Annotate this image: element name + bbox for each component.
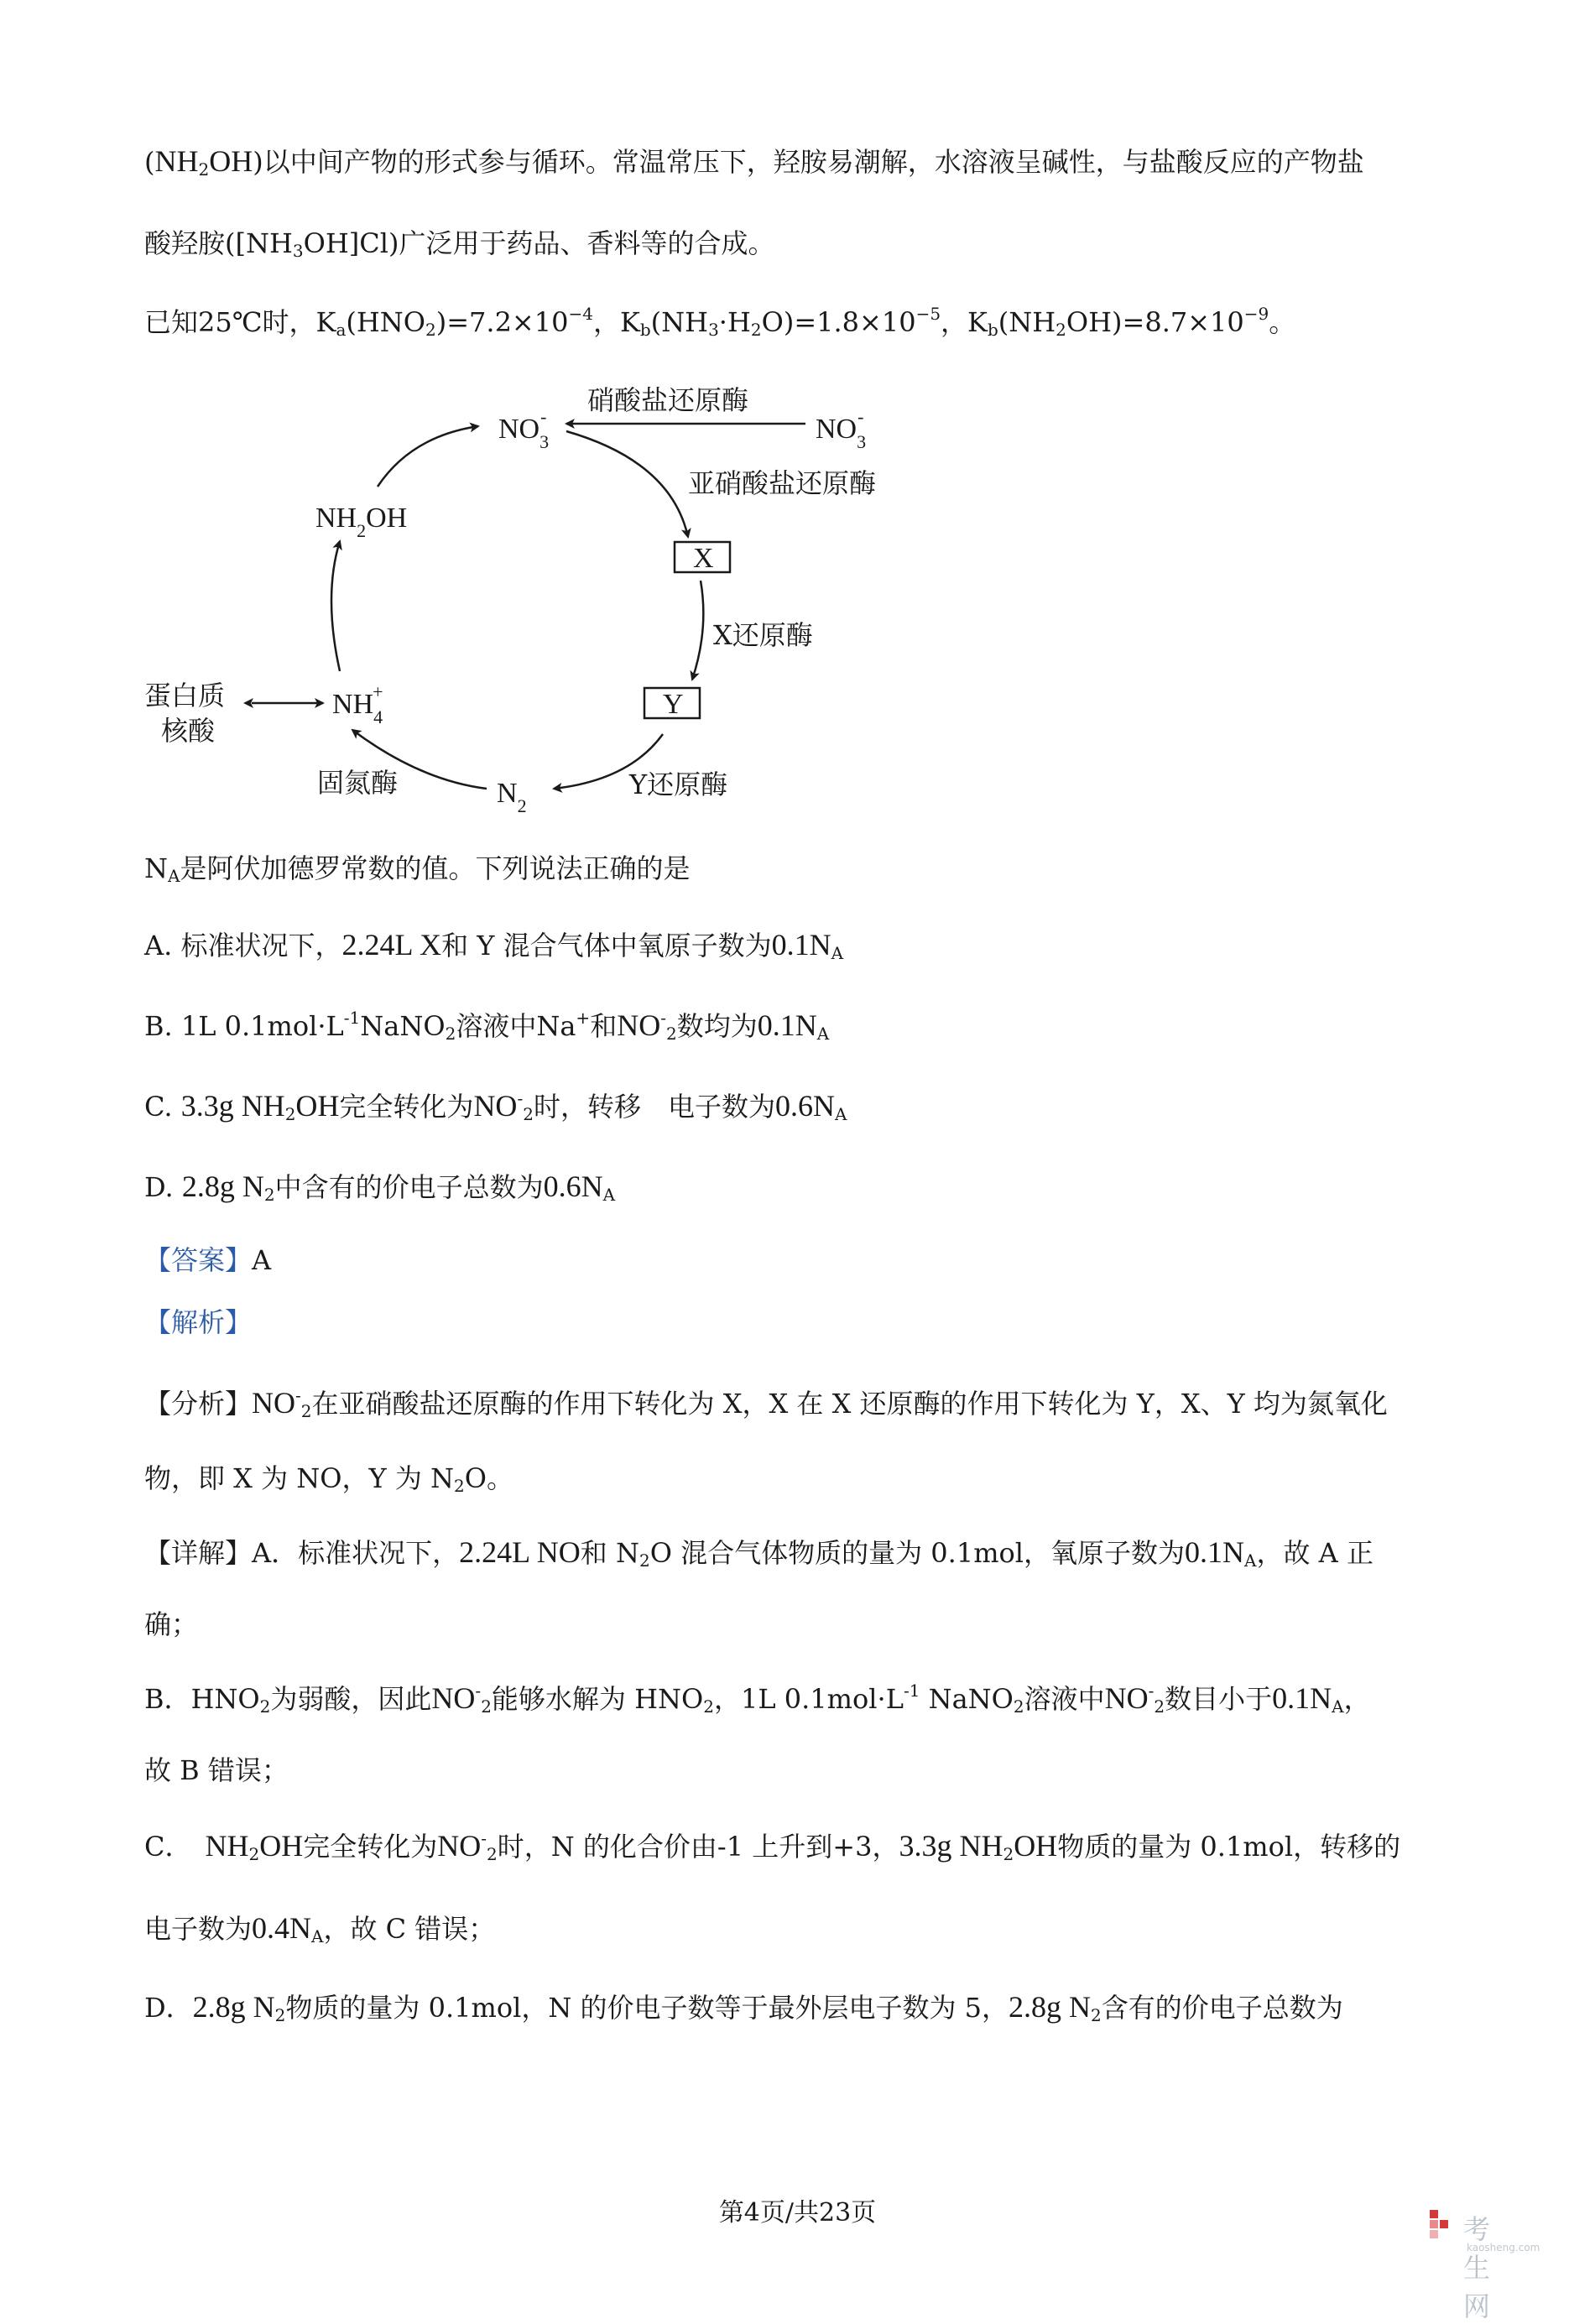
analysis-line-2: 物，即 X 为 NO，Y 为 $N_2O$。 [144,1462,513,1496]
detail-a-line-2: 确； [144,1608,199,1640]
option-d: D. 2.8g $N_2$中含有的价电子总数为$0.6N_A$ [144,1170,616,1205]
arc-no3-to-x [566,431,688,537]
detail-b-line-1: B．$HNO_2$为弱酸，因此$NO^-_2$能够水解为 $HNO_2$，1L $0.1mol\cdot L^{-1}$ NaNO$_2$溶液中$NO^-_2$数目小于$0.1N_A$， [144,1680,1371,1717]
nitrogen-cycle-diagram [134,361,940,831]
arc-nh2oh-to-no3 [378,426,478,487]
question-stem: $N_A$是阿伏加德罗常数的值。下列说法正确的是 [144,852,691,886]
answer-tag: 【答案】 [144,1244,253,1276]
node-nh2oh: $NH_2OH$ [315,503,408,541]
detail-a-line-1: 【详解】A．标准状况下，2.24L NO和 $N_2O$ 混合气体物质的量为 0.1mol，氧原子数为$0.1N_A$，故 A 正 [144,1535,1373,1571]
option-a: A. 标准状况下，2.24L X和 Y 混合气体中氧原子数为$0.1N_A$ [144,928,844,963]
intro-line-1: $(NH_2OH)$以中间产物的形式参与循环。常温常压下，羟胺易潮解，水溶液呈碱性，与盐酸反应的产物盐 [144,144,1364,180]
watermark-icon [1426,2208,1457,2242]
label-nitrogenase: 固氮酶 [317,767,399,799]
detail-b-line-2: 故 B 错误； [144,1754,289,1786]
analysis-heading: 【解析】 [144,1306,253,1338]
label-y-reductase: Y还原酶 [629,769,728,800]
arc-x-to-y [692,581,703,680]
option-c: C. 3.3g $NH_2OH$完全转化为$NO^-_2$时，转移 电子数为$0.6N_A$ [144,1088,847,1124]
box-x-label: X [693,543,714,574]
node-no3-top: $NO_3-$ [498,406,550,452]
detail-c-line-1: C． $NH_2OH$完全转化为$NO^-_2$时，N 的化合价由-1 上升到+3，3.3g $NH_2OH$物质的量为 0.1mol，转移的 [144,1828,1401,1864]
box-y-label: Y [663,689,684,720]
node-no3-external: $NO_3-$ [816,406,867,452]
page-number: 第4页/共23页 [718,2198,877,2228]
answer-value: A [252,1244,272,1276]
option-b: B. 1L $0.1mol\cdot L^{-1}NaNO_2$溶液中Na+和$NO^-_2$数均为$0.1N_A$ [144,1008,830,1044]
analysis-line-1: 【分析】$NO^-_2$在亚硝酸盐还原酶的作用下转化为 X，X 在 X 还原酶的作用下转化为 Y，X、Y 均为氮氧化 [144,1385,1388,1421]
node-n2: $N_2$ [497,778,527,816]
label-nucleic-acid: 核酸 [161,715,216,747]
constants-line: 已知25℃时，$K_a(HNO_2)=7.2\times 10^{-4}$，$K_b(NH_3\cdot H_2O)=1.8\times 10^{-5}$，$K_b(NH_2OH)=8.7\times 10^{-9}$。 [144,304,1296,340]
answer-line [144,1243,271,1277]
node-nh4: $NH_4+$ [332,681,383,727]
detail-d-line-1: D．2.8g $N_2$物质的量为 0.1mol，N 的价电子数等于最外层电子数为 5，2.8g $N_2$含有的价电子总数为 [144,1990,1343,2025]
arc-nh4-to-nh2oh [331,541,340,671]
label-x-reductase: X还原酶 [713,619,813,651]
detail-c-line-2: 电子数为$0.4N_A$，故 C 错误； [144,1911,496,1946]
label-nitrate-reductase: 硝酸盐还原酶 [587,384,749,416]
label-protein: 蛋白质 [144,680,226,711]
intro-line-2: 酸羟胺$([NH_3OH]Cl)$广泛用于药品、香料等的合成。 [144,227,775,261]
label-nitrite-reductase: 亚硝酸盐还原酶 [688,467,877,499]
